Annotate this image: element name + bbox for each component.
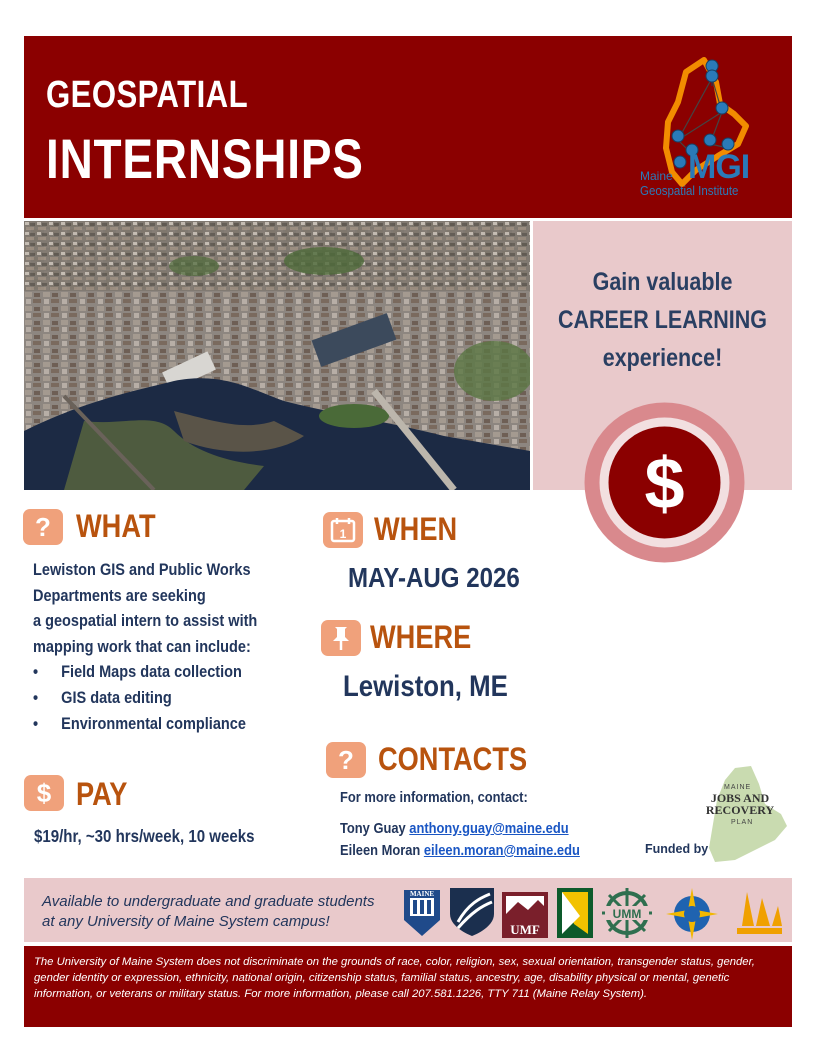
logo-maine-text: Maine [640, 169, 673, 183]
what-line: Departments are seeking [33, 586, 206, 605]
logo-institute-text: Geospatial Institute [640, 184, 739, 198]
what-line: a geospatial intern to assist with [33, 612, 258, 631]
contact-row [340, 842, 580, 859]
dollar-icon [584, 402, 745, 563]
availability-text [42, 892, 422, 932]
aerial-photo [24, 221, 530, 490]
contact-name: Eileen Moran [340, 842, 421, 859]
callout-line2: CAREER LEARNING [557, 306, 768, 334]
list-item: • Environmental compliance [33, 712, 297, 738]
footer-text: The University of Maine System does not discriminate on the grounds of race, color, religion, sex, sexual orientation, transgender status, gender, gender identity or expression, ethnicity, national origin, citizenship status, familial status, ancestry, age, disability physical or mental, genetic information, or veterans or military status. For more information, please call 207.581.1226, TTY 711 (Maine Relay System). [34, 956, 755, 1000]
calendar-day: 1 [339, 527, 347, 541]
contact-email-link[interactable]: anthony.guay@maine.edu [409, 820, 569, 837]
contacts-intro: For more information, contact: [340, 789, 528, 806]
footer-nondiscrimination [24, 946, 792, 1027]
seal-maine-text: MAINE [409, 890, 435, 898]
what-title: WHAT [76, 508, 156, 544]
umm-seal-icon [602, 888, 652, 938]
what-description [33, 558, 297, 737]
availability-line2: at any University of Maine System campus! [42, 913, 330, 930]
where-value: Lewiston, ME [343, 670, 508, 703]
contacts-question-icon: ? [326, 742, 366, 778]
calendar-glyph-icon [330, 517, 356, 543]
contact-name: Tony Guay [340, 820, 406, 837]
uma-seal-icon [557, 888, 593, 938]
contact-email-link[interactable]: eileen.moran@maine.edu [423, 842, 580, 859]
usm-seal-icon [450, 888, 494, 936]
umf-seal-icon [502, 892, 548, 938]
jobs-logo-line2: RECOVERY [705, 803, 775, 817]
callout-line1: Gain valuable [592, 268, 733, 296]
jobs-logo-text [696, 792, 784, 816]
callout-line3: experience! [602, 344, 723, 372]
umfk-seal-icon [737, 892, 782, 934]
umaine-seal-icon [404, 890, 440, 936]
page-title: INTERNSHIPS [46, 127, 364, 190]
list-item: • Field Maps data collection [33, 660, 297, 686]
what-line: mapping work that can include: [33, 637, 251, 656]
pay-value: $19/hr, ~30 hrs/week, 10 weeks [34, 826, 255, 846]
calendar-icon [323, 512, 363, 548]
where-title: WHERE [370, 619, 472, 655]
umpi-seal-icon [666, 888, 718, 940]
contacts-title: CONTACTS [378, 741, 528, 777]
jobs-logo-line1: JOBS AND [710, 791, 770, 805]
seal-umf-text: UMF [510, 922, 540, 937]
list-item: • GIS data editing [33, 686, 297, 712]
availability-line1: Available to undergraduate and graduate students [42, 893, 375, 910]
logo-mgi-text: MGI [688, 148, 750, 186]
contact-row [340, 820, 569, 837]
pay-dollar-icon: $ [24, 775, 64, 811]
when-value: MAY-AUG 2026 [348, 562, 520, 593]
funded-by-label: Funded by [645, 842, 709, 856]
seal-umm-text: UMM [612, 907, 642, 921]
jobs-logo-top: MAINE [724, 784, 752, 791]
availability-band [24, 878, 792, 942]
dollar-symbol: $ [644, 444, 685, 524]
campus-seals [402, 884, 787, 940]
header-banner [24, 36, 792, 218]
what-question-icon: ? [23, 509, 63, 545]
jobs-logo-bottom: PLAN [731, 819, 754, 826]
pushpin-glyph-icon [329, 625, 353, 651]
pay-title: PAY [76, 776, 128, 812]
duties-list [33, 660, 297, 737]
when-title: WHEN [374, 511, 458, 547]
pushpin-icon [321, 620, 361, 656]
title-small: GEOSPATIAL [46, 74, 249, 116]
what-line: Lewiston GIS and Public Works [33, 561, 251, 579]
